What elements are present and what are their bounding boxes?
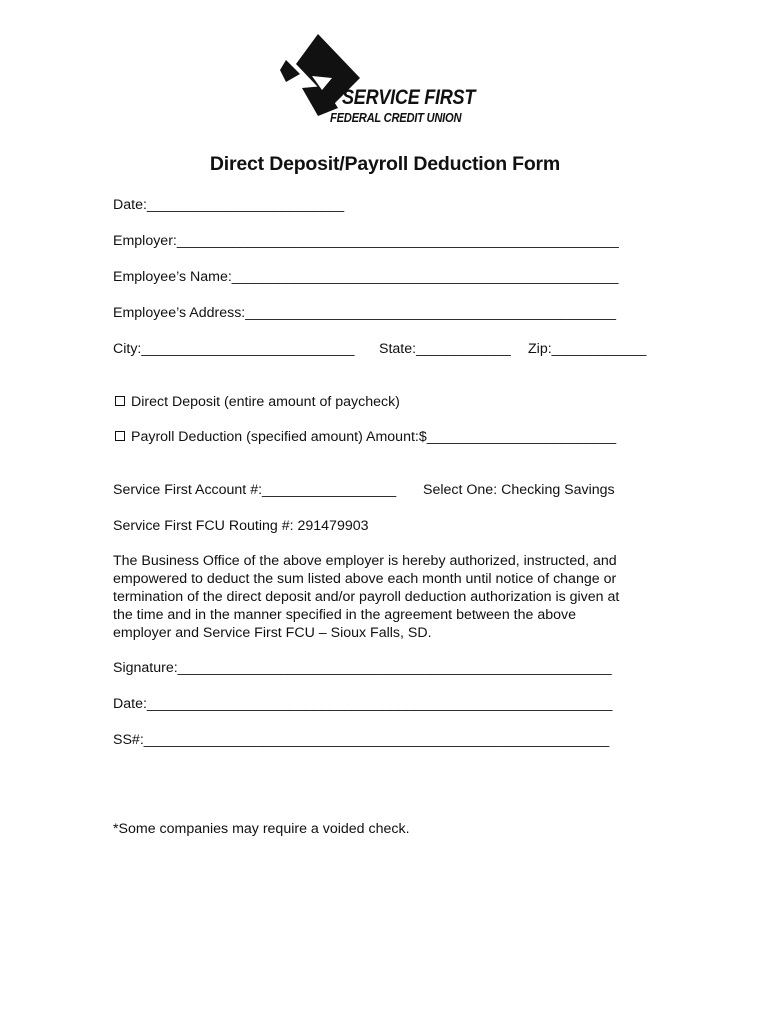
city-field[interactable]: City:___________________________ bbox=[113, 341, 355, 357]
date-field[interactable]: Date:_________________________ bbox=[113, 197, 345, 213]
employer-field[interactable]: Employer:________________________________________________________ bbox=[113, 233, 619, 249]
footnote: *Some companies may require a voided check. bbox=[113, 821, 410, 837]
employee-name-field[interactable]: Employee’s Name:_________________________________________________ bbox=[113, 269, 619, 285]
checkbox-icon[interactable] bbox=[115, 396, 125, 406]
direct-deposit-option[interactable] bbox=[113, 393, 400, 411]
city-state-zip-row bbox=[113, 340, 658, 358]
logo-subtitle: FEDERAL CREDIT UNION bbox=[330, 110, 462, 125]
account-number-field[interactable]: Service First Account #:_________________ bbox=[113, 482, 397, 498]
employee-address-field[interactable]: Employee’s Address:_______________________________________________ bbox=[113, 305, 617, 321]
checkbox-icon[interactable] bbox=[115, 431, 125, 441]
service-first-logo bbox=[272, 30, 502, 134]
signature-date-field[interactable]: Date:___________________________________________________________ bbox=[113, 696, 613, 712]
authorization-paragraph: The Business Office of the above employer is hereby authorized, instructed, and empowered to deduct the sum listed above each month until notice of change or termination of the direct deposit and/or payroll deduction authorization is given at the time and in the manner specified in the agreement between the above employer and Service First FCU – Sioux Falls, SD. bbox=[113, 553, 620, 641]
account-row bbox=[113, 481, 658, 499]
logo-name: SERVICE FIRST bbox=[342, 86, 476, 109]
payroll-deduction-label: Payroll Deduction (specified amount) Amount:$________________________ bbox=[131, 429, 617, 445]
ss-number-field[interactable]: SS#:___________________________________________________________ bbox=[113, 732, 610, 748]
signature-field[interactable]: Signature:_______________________________________________________ bbox=[113, 660, 612, 676]
form-title: Direct Deposit/Payroll Deduction Form bbox=[209, 153, 561, 175]
routing-number: Service First FCU Routing #: 291479903 bbox=[113, 518, 369, 534]
state-field[interactable]: State:____________ bbox=[379, 341, 511, 357]
account-type-select[interactable]: Select One: Checking Savings bbox=[423, 482, 615, 498]
payroll-deduction-option[interactable] bbox=[113, 428, 616, 446]
zip-field[interactable]: Zip:____________ bbox=[528, 341, 647, 357]
direct-deposit-label: Direct Deposit (entire amount of paycheck) bbox=[131, 394, 400, 410]
